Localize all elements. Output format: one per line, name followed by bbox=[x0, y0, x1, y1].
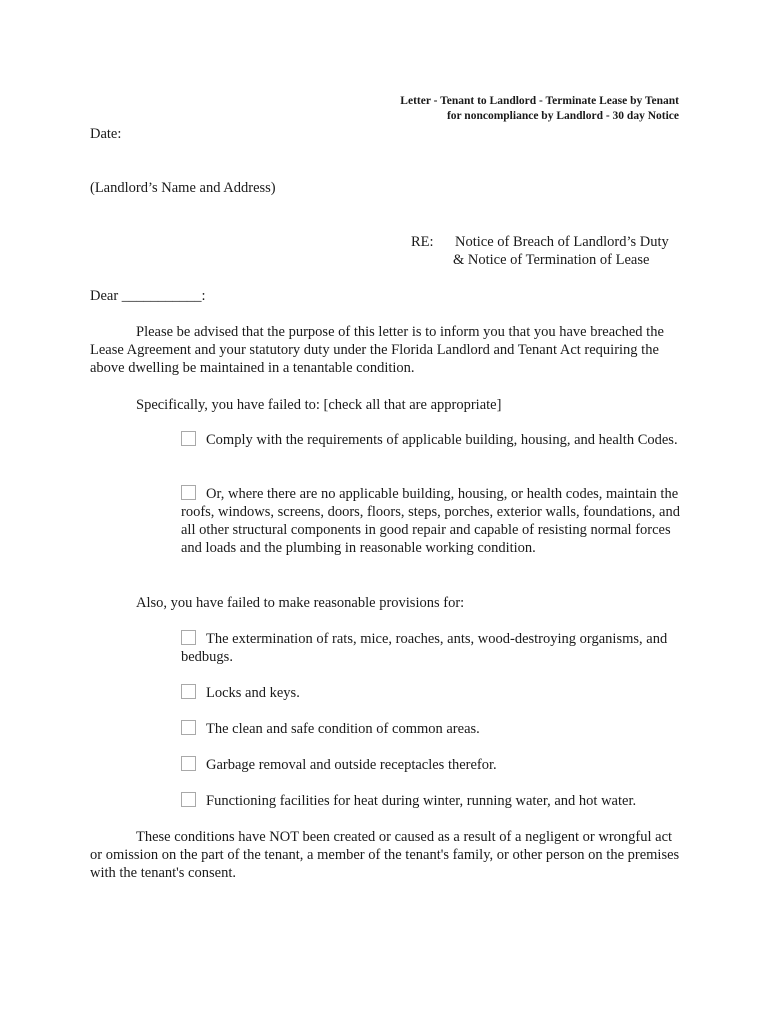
salutation: Dear ___________: bbox=[90, 288, 206, 304]
checkbox-extermination[interactable] bbox=[181, 630, 196, 645]
failure-item-structural bbox=[181, 485, 681, 557]
re-subject-line-1: Notice of Breach of Landlord’s Duty bbox=[455, 234, 669, 250]
also-label: Also, you have failed to make reasonable provisions for: bbox=[136, 595, 465, 611]
checkbox-garbage[interactable] bbox=[181, 756, 196, 771]
header-title-line-1: Letter - Tenant to Landlord - Terminate Lease by Tenant bbox=[400, 95, 679, 107]
header-title-line-2: for noncompliance by Landlord - 30 day Notice bbox=[446, 110, 679, 122]
failure-item-codes bbox=[181, 431, 681, 449]
provision-item-common-areas bbox=[181, 720, 681, 738]
provision-item-garbage-text: Garbage removal and outside receptacles therefor. bbox=[206, 757, 497, 773]
date-label: Date: bbox=[90, 126, 122, 142]
document-header bbox=[219, 94, 679, 124]
provision-item-garbage bbox=[181, 756, 681, 774]
failure-item-codes-text: Comply with the requirements of applicable building, housing, and health Codes. bbox=[206, 432, 678, 448]
checkbox-codes[interactable] bbox=[181, 431, 196, 446]
checkbox-facilities[interactable] bbox=[181, 792, 196, 807]
closing-paragraph: These conditions have NOT been created or caused as a result of a negligent or wrongful act or omission on the part of the tenant, a member of the tenant's family, or other person on the premises with the tenant's consent. bbox=[90, 829, 680, 881]
provision-item-locks bbox=[181, 684, 681, 702]
re-block bbox=[411, 233, 711, 251]
landlord-name-address: (Landlord’s Name and Address) bbox=[90, 180, 276, 196]
failure-item-structural-text: Or, where there are no applicable building, housing, or health codes, maintain the roofs, windows, screens, doors, floors, steps, porches, exterior walls, foundations, and all other structural components in good repair and capable of resisting normal forces and loads and the plumbing in reasonable working condition. bbox=[181, 486, 680, 556]
provision-item-common-areas-text: The clean and safe condition of common areas. bbox=[206, 721, 480, 737]
provision-item-extermination-text: The extermination of rats, mice, roaches, ants, wood-destroying organisms, and bedbugs. bbox=[181, 631, 668, 665]
checkbox-structural[interactable] bbox=[181, 485, 196, 500]
checkbox-locks[interactable] bbox=[181, 684, 196, 699]
checkbox-common-areas[interactable] bbox=[181, 720, 196, 735]
provision-item-facilities bbox=[181, 792, 681, 810]
specifically-label: Specifically, you have failed to: [check all that are appropriate] bbox=[136, 397, 502, 413]
re-label: RE: bbox=[411, 234, 434, 250]
intro-paragraph: Please be advised that the purpose of this letter is to inform you that you have breached the Lease Agreement and your statutory duty under the Florida Landlord and Tenant Act requiring the above dwelling be maintained in a tenantable condition. bbox=[90, 324, 664, 376]
provision-item-extermination bbox=[181, 630, 681, 666]
provision-item-facilities-text: Functioning facilities for heat during winter, running water, and hot water. bbox=[206, 793, 637, 809]
re-subject-line-2: & Notice of Termination of Lease bbox=[453, 252, 650, 268]
provision-item-locks-text: Locks and keys. bbox=[206, 685, 300, 701]
